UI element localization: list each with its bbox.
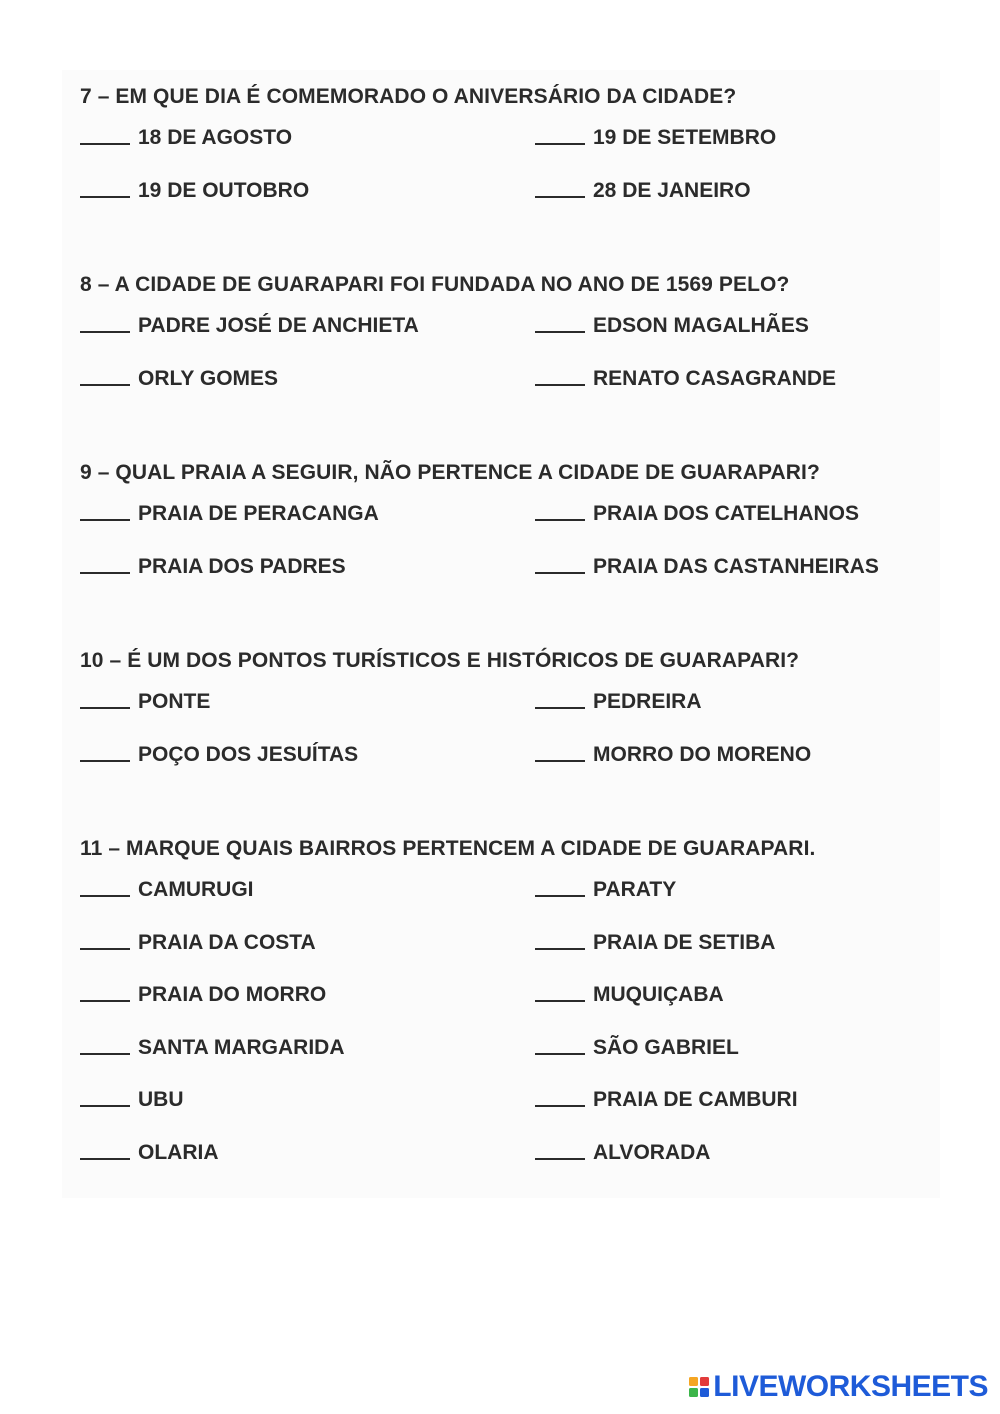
option-label: PRAIA DE PERACANGA — [138, 502, 379, 525]
answer-option[interactable] — [80, 122, 535, 154]
answer-option[interactable] — [80, 1084, 535, 1116]
answer-option[interactable] — [80, 498, 535, 530]
answer-option[interactable] — [535, 927, 935, 959]
answer-blank[interactable] — [535, 364, 585, 386]
answer-blank[interactable] — [80, 499, 130, 521]
answer-option[interactable] — [535, 498, 935, 530]
answer-options — [80, 122, 940, 227]
question-title: 10 – É UM DOS PONTOS TURÍSTICOS E HISTÓRICOS DE GUARAPARI? — [80, 649, 800, 672]
answer-blank[interactable] — [80, 1033, 130, 1055]
answer-option[interactable] — [535, 1032, 935, 1064]
answer-blank[interactable] — [535, 499, 585, 521]
answer-option[interactable] — [535, 310, 935, 342]
answer-option[interactable] — [80, 927, 535, 959]
option-label: PRAIA DE CAMBURI — [593, 1088, 798, 1111]
answer-option[interactable] — [80, 686, 535, 718]
answer-blank[interactable] — [535, 176, 585, 198]
option-label: 19 DE SETEMBRO — [593, 126, 777, 149]
answer-option[interactable] — [80, 175, 535, 207]
answer-blank[interactable] — [80, 552, 130, 574]
answer-blank[interactable] — [80, 364, 130, 386]
option-label: PEDREIRA — [593, 690, 702, 713]
option-label: PADRE JOSÉ DE ANCHIETA — [138, 314, 419, 337]
answer-options — [80, 874, 940, 1189]
answer-blank[interactable] — [535, 1033, 585, 1055]
question-title: 11 – MARQUE QUAIS BAIRROS PERTENCEM A CIDADE DE GUARAPARI. — [80, 837, 816, 860]
answer-blank[interactable] — [535, 311, 585, 333]
question-title: 9 – QUAL PRAIA A SEGUIR, NÃO PERTENCE A CIDADE DE GUARAPARI? — [80, 461, 820, 484]
option-label: PRAIA DAS CASTANHEIRAS — [593, 554, 879, 578]
option-label: ALVORADA — [593, 1140, 711, 1164]
question-8 — [80, 270, 940, 415]
answer-options — [80, 686, 940, 791]
option-label: 28 DE JANEIRO — [593, 178, 751, 202]
answer-option[interactable] — [80, 1032, 535, 1064]
option-label: SÃO GABRIEL — [593, 1035, 739, 1059]
option-label: UBU — [138, 1088, 184, 1111]
question-title: 8 – A CIDADE DE GUARAPARI FOI FUNDADA NO ANO DE 1569 PELO? — [80, 273, 790, 296]
option-label: 18 DE AGOSTO — [138, 126, 293, 149]
option-label: PRAIA DOS PADRES — [138, 554, 346, 578]
answer-blank[interactable] — [80, 176, 130, 198]
answer-blank[interactable] — [535, 552, 585, 574]
question-11 — [80, 834, 940, 1189]
answer-blank[interactable] — [535, 980, 585, 1002]
option-label: PARATY — [593, 878, 677, 901]
answer-blank[interactable] — [80, 740, 130, 762]
question-10 — [80, 646, 940, 791]
question-9 — [80, 458, 940, 603]
liveworksheets-logo[interactable] — [689, 1370, 988, 1404]
answer-blank[interactable] — [80, 687, 130, 709]
answer-option[interactable] — [535, 122, 935, 154]
answer-option[interactable] — [535, 686, 935, 718]
logo-text: LIVEWORKSHEETS — [713, 1370, 988, 1403]
option-label: EDSON MAGALHÃES — [593, 314, 809, 337]
answer-option[interactable] — [535, 739, 935, 771]
answer-option[interactable] — [80, 551, 535, 583]
answer-options — [80, 498, 940, 603]
answer-option[interactable] — [80, 979, 535, 1011]
option-label: ORLY GOMES — [138, 366, 279, 390]
answer-option[interactable] — [535, 979, 935, 1011]
option-label: 19 DE OUTOBRO — [138, 178, 310, 202]
answer-option[interactable] — [535, 874, 935, 906]
answer-option[interactable] — [535, 1084, 935, 1116]
answer-option[interactable] — [80, 739, 535, 771]
option-label: CAMURUGI — [138, 878, 254, 901]
answer-options — [80, 310, 940, 415]
answer-blank[interactable] — [535, 928, 585, 950]
answer-blank[interactable] — [535, 875, 585, 897]
option-label: SANTA MARGARIDA — [138, 1035, 345, 1059]
option-label: POÇO DOS JESUÍTAS — [138, 742, 359, 766]
option-label: MUQUIÇABA — [593, 983, 724, 1006]
answer-blank[interactable] — [80, 928, 130, 950]
option-label: MORRO DO MORENO — [593, 742, 812, 766]
answer-option[interactable] — [80, 363, 535, 395]
answer-blank[interactable] — [535, 123, 585, 145]
option-label: PRAIA DOS CATELHANOS — [593, 502, 860, 525]
answer-blank[interactable] — [80, 1138, 130, 1160]
answer-option[interactable] — [535, 551, 935, 583]
question-7 — [80, 82, 940, 227]
answer-blank[interactable] — [535, 687, 585, 709]
option-label: PRAIA DE SETIBA — [593, 930, 776, 954]
answer-option[interactable] — [535, 175, 935, 207]
option-label: OLARIA — [138, 1140, 219, 1164]
answer-blank[interactable] — [80, 980, 130, 1002]
answer-blank[interactable] — [80, 1085, 130, 1107]
answer-blank[interactable] — [535, 1138, 585, 1160]
answer-blank[interactable] — [535, 1085, 585, 1107]
liveworksheets-logo-icon — [689, 1377, 709, 1397]
answer-option[interactable] — [535, 363, 935, 395]
option-label: PRAIA DA COSTA — [138, 930, 316, 954]
answer-option[interactable] — [535, 1137, 935, 1169]
option-label: RENATO CASAGRANDE — [593, 366, 837, 390]
answer-option[interactable] — [80, 1137, 535, 1169]
answer-option[interactable] — [80, 874, 535, 906]
answer-option[interactable] — [80, 310, 535, 342]
question-title: 7 – EM QUE DIA É COMEMORADO O ANIVERSÁRIO DA CIDADE? — [80, 85, 737, 108]
answer-blank[interactable] — [80, 875, 130, 897]
answer-blank[interactable] — [80, 311, 130, 333]
option-label: PONTE — [138, 690, 211, 713]
option-label: PRAIA DO MORRO — [138, 983, 327, 1006]
answer-blank[interactable] — [535, 740, 585, 762]
answer-blank[interactable] — [80, 123, 130, 145]
